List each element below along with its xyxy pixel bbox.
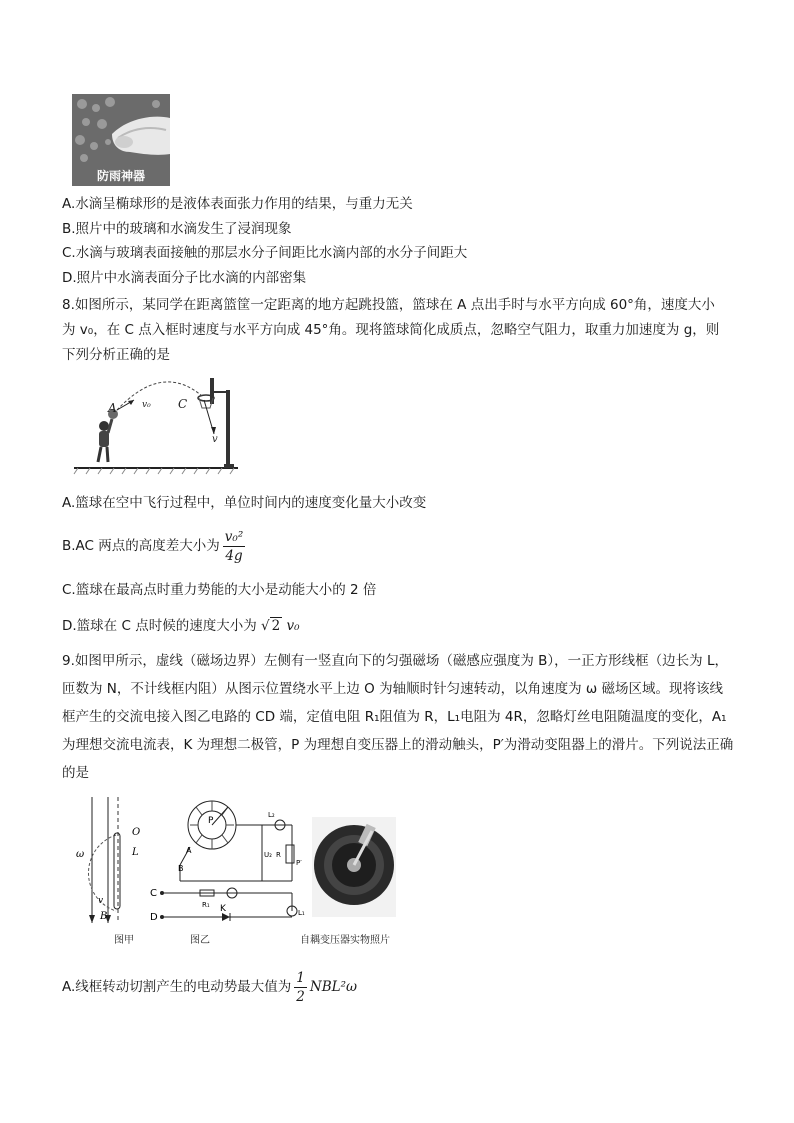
q9-option-a-fraction: [294, 969, 307, 1006]
terminal-d-label: D: [150, 912, 158, 923]
q8-option-a: A.篮球在空中飞行过程中，单位时间内的速度变化量大小改变: [62, 495, 427, 511]
figure-yi-caption: 图乙: [190, 935, 210, 946]
velocity-symbol: v₀: [286, 618, 300, 634]
q8-option-b-text: B.AC 两点的高度差大小为: [62, 538, 220, 554]
q7-option-b: B.照片中的玻璃和水滴发生了浸润现象: [62, 221, 292, 237]
q9-option-a: [62, 968, 357, 1006]
v-label: v: [212, 434, 218, 445]
fraction-denominator: 4g: [225, 547, 243, 564]
emf-expression: NBL²ω: [309, 979, 358, 995]
point-c-label: C: [178, 397, 188, 411]
terminal-c-label: C: [150, 888, 157, 899]
basketball-figure: [72, 370, 240, 475]
v-label: v: [98, 896, 104, 906]
q7-option-c: C.水滴与玻璃表面接触的那层水分子间距比水滴内部的水分子间距大: [62, 245, 468, 261]
q8-option-b: [62, 527, 248, 565]
autotransformer-photo-caption: 自耦变压器实物照片: [300, 935, 390, 946]
fraction-numerator: v₀²: [224, 528, 244, 545]
l-label: L: [132, 847, 139, 858]
p-label: P: [208, 816, 214, 826]
q8-option-d-text: D.篮球在 C 点时候的速度大小为: [62, 618, 257, 634]
r1-label: R₁: [202, 901, 210, 909]
v0-label: v₀: [142, 400, 151, 410]
q9-stem: 9.如图甲所示，虚线（磁场边界）左侧有一竖直向下的匀强磁场（磁感应强度为 B），一正方形线框（边长为 L，匝数为 N，不计线框内阻）从图示位置绕水平上边 O 为轴顺时针匀速转动，以角速度为 ω 磁场区域。现将该线框产生的交流电接入图乙电路的 CD 端，定值电阻 R₁阻值为 R，L₁电阻为 4R，忽略灯丝电阻随温度的变化，A₁为理想交流电流表，K 为理想二极管，P 为理想自变压器上的滑动触头，P′为滑动变阻器上的滑片。下列说法正确的是: [62, 653, 734, 781]
b-terminal-label: B: [178, 864, 184, 873]
radicand: 2: [271, 618, 281, 634]
r-label: R: [276, 851, 281, 859]
a-label: A: [186, 846, 192, 855]
l1-label: L₁: [298, 909, 305, 917]
q8-option-c: C.篮球在最高点时重力势能的大小是动能大小的 2 倍: [62, 582, 377, 598]
q9-circuit-figure: [72, 795, 412, 945]
diode-k-label: K: [220, 904, 226, 914]
omega-label: ω: [76, 849, 85, 860]
b-label: B: [100, 911, 108, 922]
sqrt-expression: √ 2: [261, 618, 281, 634]
p-prime-label: P′: [296, 859, 302, 867]
rain-proof-photo: [72, 94, 170, 186]
figure-jia-caption: 图甲: [114, 935, 134, 946]
u2-label: U₂: [264, 851, 272, 859]
q8-stem-line3: 下列分析正确的是: [62, 347, 170, 363]
q8-stem-line2: 为 v₀，在 C 点入框时速度与水平方向成 45°角。现将篮球简化成质点，忽略空气阻力，取重力加速度为 g，则: [62, 322, 720, 338]
q9-option-a-text: A.线框转动切割产生的电动势最大值为: [62, 979, 292, 995]
fraction-numerator: 1: [296, 969, 305, 986]
point-a-label: A: [108, 401, 117, 415]
q8-option-d: [62, 616, 300, 636]
q8-option-b-fraction: [223, 528, 245, 565]
q8-stem-line1: 8.如图所示，某同学在距离篮筐一定距离的地方起跳投篮，篮球在 A 点出手时与水平方向成 60°角，速度大小: [62, 297, 715, 313]
l2-label: L₂: [268, 811, 275, 819]
photo-caption: 防雨神器: [96, 169, 145, 183]
o-label: O: [132, 827, 141, 838]
q7-option-a: A.水滴呈椭球形的是液体表面张力作用的结果，与重力无关: [62, 196, 413, 212]
q7-option-d: D.照片中水滴表面分子比水滴的内部密集: [62, 270, 307, 286]
fraction-denominator: 2: [296, 988, 305, 1005]
